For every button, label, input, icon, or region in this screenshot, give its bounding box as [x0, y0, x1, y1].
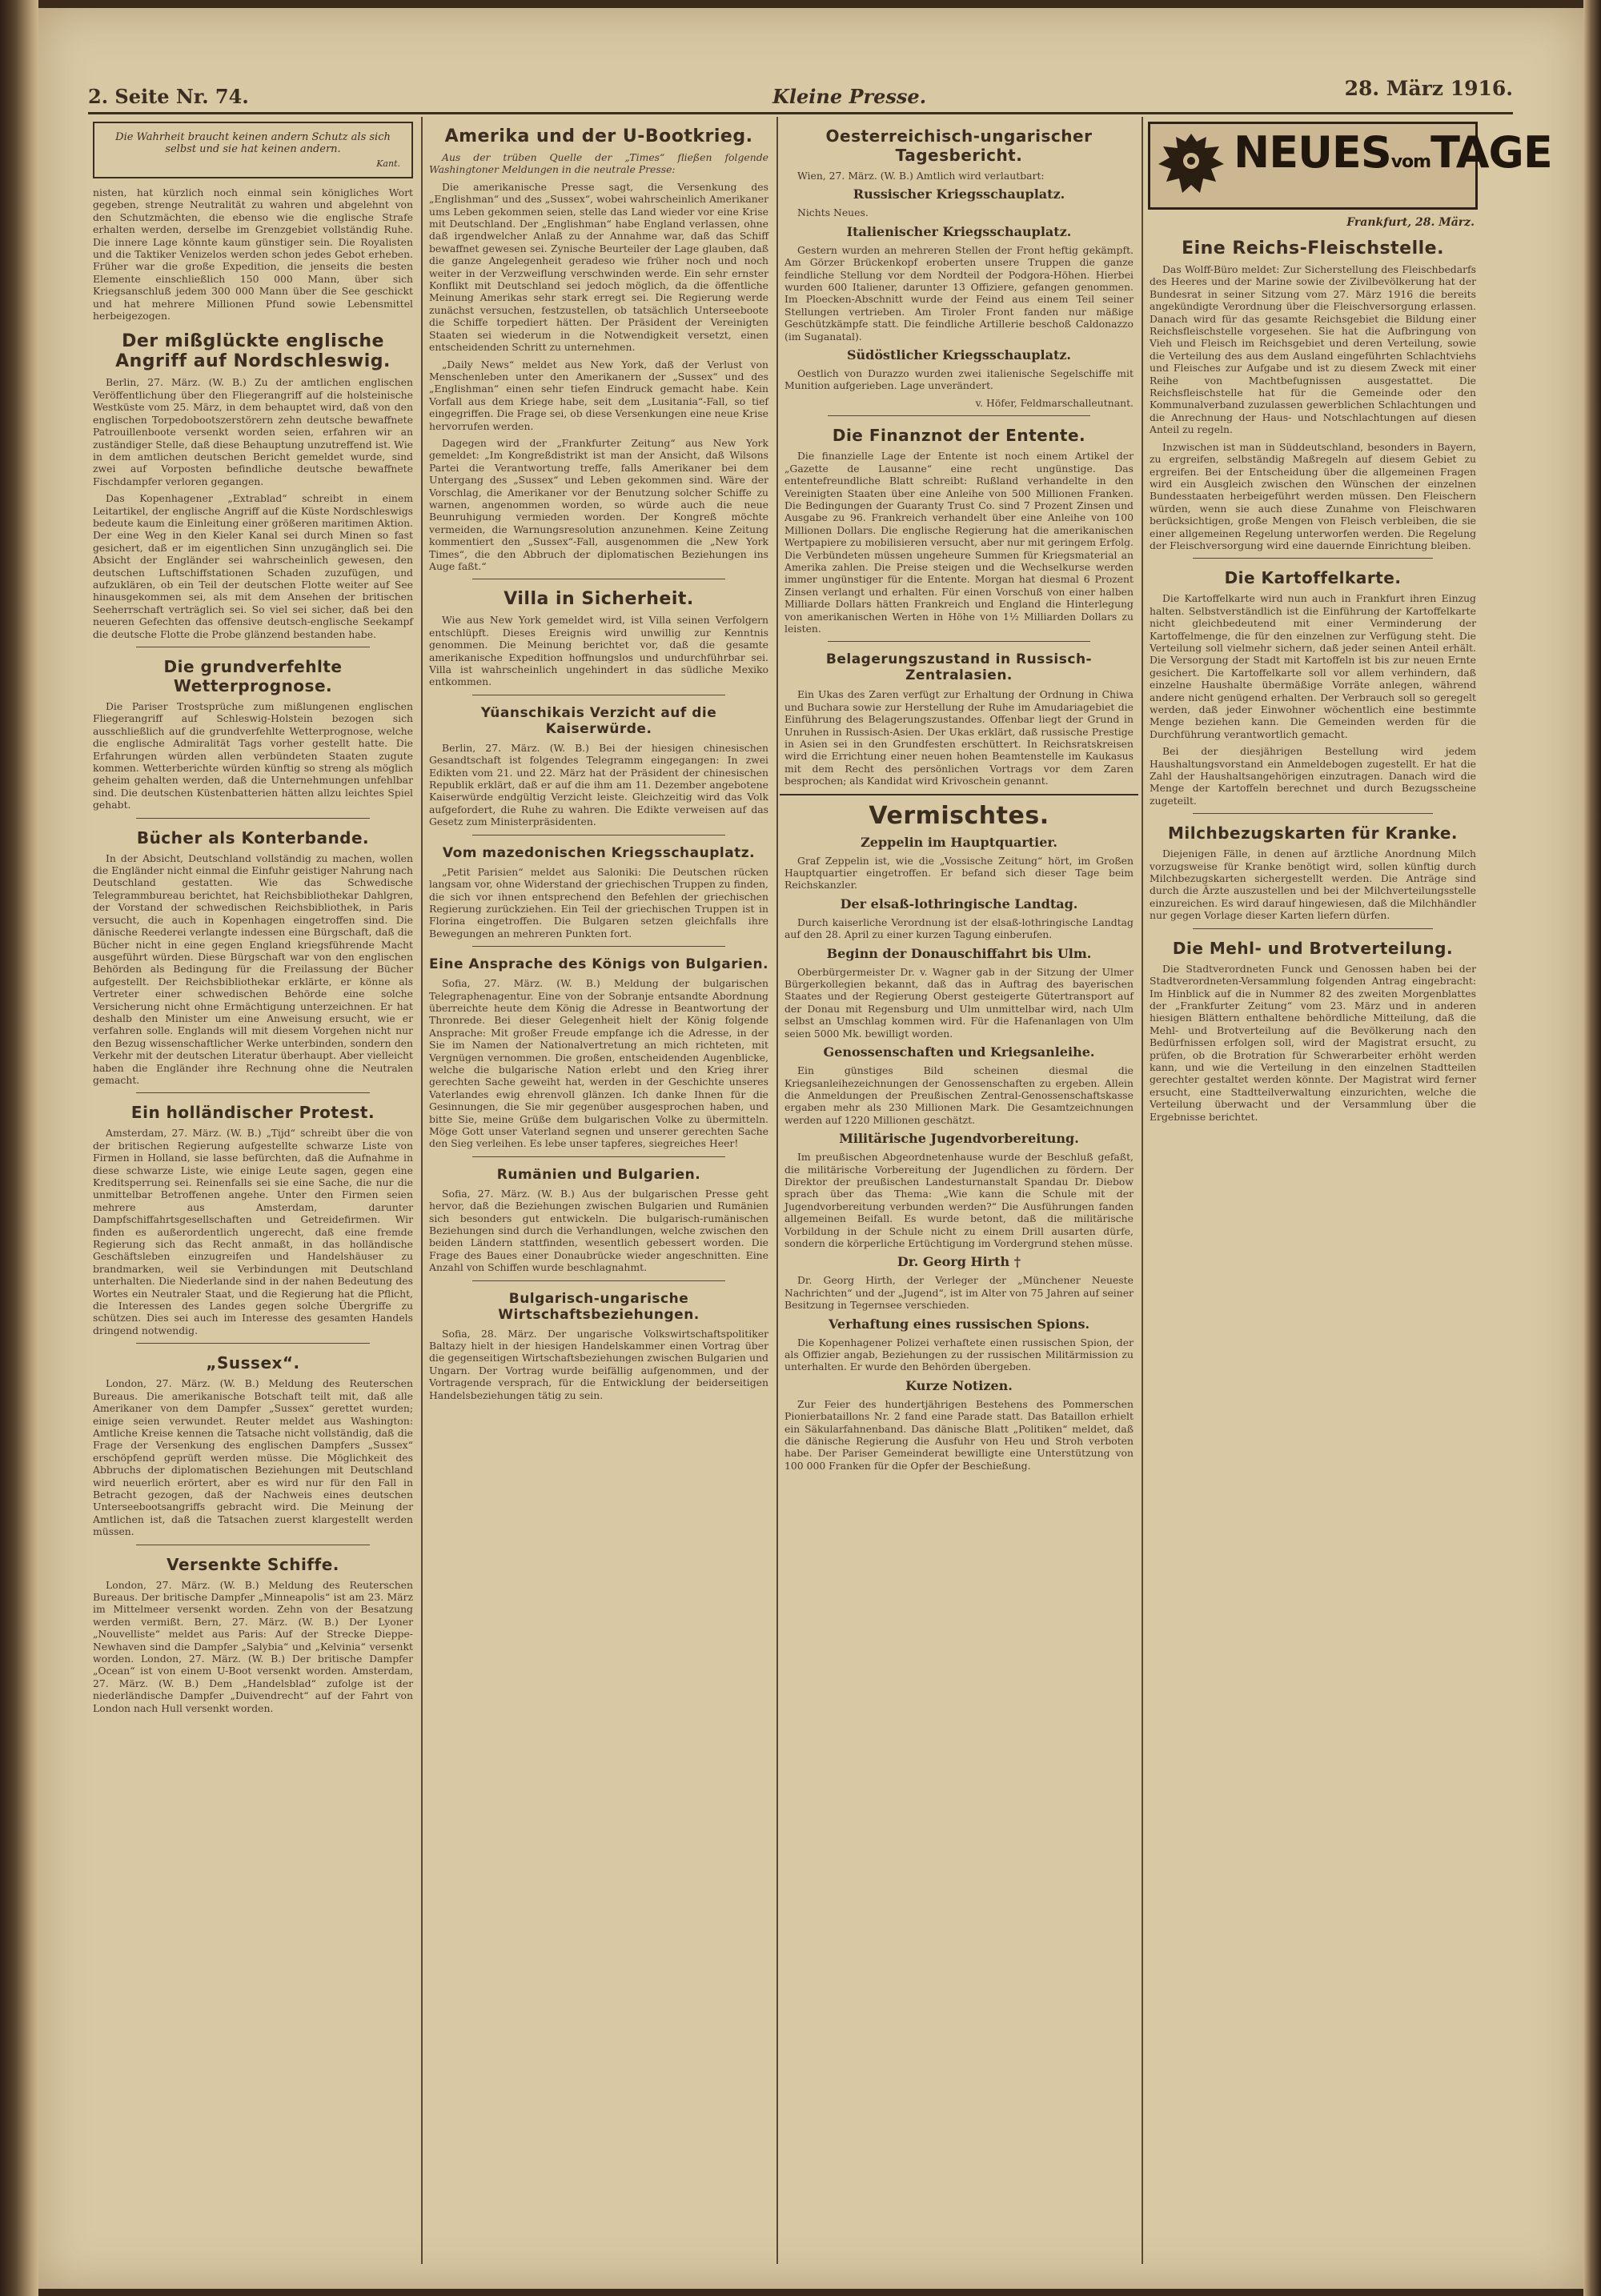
- article-headline: Bücher als Konterbande.: [136, 827, 370, 847]
- article-subheadline: Italienischer Kriegsschauplatz.: [846, 223, 1072, 239]
- article-headline: Eine Ansprache des Königs von Bulgarien.: [428, 956, 769, 973]
- article-headline: Die Kartoffelkarte.: [1224, 568, 1402, 588]
- article-headline: Eine Reichs-Fleischstelle.: [1182, 238, 1444, 258]
- article-text: Wien, 27. März. (W. B.) Amtlich wird verlautbart:: [797, 170, 1045, 182]
- article-headline: Milchbezugskarten für Kranke.: [1168, 823, 1458, 843]
- article-text: Diejenigen Fälle, in denen auf ärztliche Anordnung Milch vorzugsweise für Kranke benötigt wird, sollen künftig durch Milchbezugskarten sichergestellt werden. Die Anträge sind durch die Ärzte auszustellen und bei der Milchverteilungsstelle einzureichen. Es wird darauf hingewiesen, daß die Milchhändler nur gegen Vorlage dieser Karten liefern dürfen.: [1150, 847, 1476, 922]
- column-4: [1145, 117, 1552, 2264]
- section-separator: [780, 794, 1138, 795]
- article-text: Dagegen wird der „Frankfurter Zeitung“ aus New York gemeldet: „Im Kongreßdistrikt ist man der Ansicht, daß Wilsons Partei die Verantwortung treffe, falls Amerikaner bei dem Untergang des „Sussex“ und Leben gekommen sind. Wäre der Vorschlag, die Amerikaner vor der Benutzung solcher Schiffe zu warnen, angenommen worden, so würde auch die neue Beunruhigung vermieden worden. Der Kongreß möchte vermeiden, die Warnungsresolution anzunehmen. Keine Zeitung kommentiert den „Sussex“-Fall, ausgenommen die „New York Times“, die den Abbruch der diplomatischen Beziehungen ins Auge faßt.“: [429, 436, 768, 572]
- article-subheadline: Südöstlicher Kriegsschauplatz.: [846, 347, 1071, 363]
- header-page-number: 2. Seite Nr. 74.: [88, 85, 249, 108]
- article-headline: Belagerungszustand in Russisch-Zentralasien.: [825, 651, 1093, 684]
- article-subheadline: Dr. Georg Hirth †: [897, 1254, 1021, 1270]
- article-text: Nichts Neues.: [797, 206, 869, 219]
- article-text: London, 27. März. (W. B.) Meldung des Reuterschen Bureaus. Der britische Dampfer „Minneapolis“ ist am 23. März im Mittelmeer versenkt worden. Zehn von der Besatzung werden vermißt. Bern, 27. März. (W. B.) Der Lyoner „Nouvelliste“ meldet aus Paris: Auf der Strecke Dieppe-Newhaven sind die Dampfer „Salybia“ und „Kelvinia“ versenkt worden. London, 27. März. (W. B.) Der britische Dampfer „Ocean“ ist von einem U-Boot versenkt worden. Amsterdam, 27. März. (W. B.) Dem „Handelsblad“ zufolge ist der niederländische Dampfer „Duivendrecht“ auf der Fahrt von London nach Hull versenkt worden.: [93, 1578, 413, 1714]
- article-text: Die Pariser Trostsprüche zum mißlungenen englischen Fliegerangriff auf Schleswig-Holstein bezogen sich ausschließlich auf die grundverfehlte Wetterprognose, welche die englische Admiralität Tags vorher gestellt hatte. Die Erfahrungen würden allen verbündeten Staaten zugute kommen. Wetterberichte würden künftig so streng als möglich geheim gehalten werden, daß die Unternehmungen unfehlbar sind. Die deutschen Küstenbatterien hätten allzu leichtes Spiel gehabt.: [93, 700, 413, 811]
- article-headline: Die Mehl- und Brotverteilung.: [1172, 938, 1454, 958]
- header-paper-name: Kleine Presse.: [772, 85, 927, 108]
- article-subheadline: Russischer Kriegsschauplatz.: [853, 186, 1065, 202]
- article-signature: v. Höfer, Feldmarschalleutnant.: [975, 396, 1134, 409]
- article-text: Oberbürgermeister Dr. v. Wagner gab in der Sitzung der Ulmer Bürgerkollegien bekannt, daß das in Auftrag des bayerischen Staates und der Regierung Oberst gesteigerte Gütertransport auf der Donau mit Regensburg und Ulm unmittelbar wird, nach Ulm selbst an Umschlag kommen wird. Für die Hafenanlagen von Ulm seien 5000 Mk. bewilligt worden.: [784, 965, 1134, 1040]
- column-divider: [1142, 117, 1143, 2264]
- article-headline: Ein holländischer Protest.: [130, 1103, 375, 1123]
- book-right-edge: [1583, 0, 1601, 2296]
- article-text: Sofia, 27. März. (W. B.) Aus der bulgarischen Presse geht hervor, daß die Beziehungen zwischen Bulgarien und Rumänien sich besonders gut entwickeln. Die bulgarisch-rumänischen Beziehungen sind durch die Verhandlungen, welche zwischen den beiden Ländern stattfinden, wesentlich gebessert worden. Die Frage des Baues einer Donaubrücke wieder angeschnitten. Eine Anzahl von Schiffen wurde beschlagnahmt.: [429, 1187, 768, 1274]
- article-separator: [1193, 813, 1433, 814]
- article-text: Zur Feier des hundertjährigen Bestehens des Pommerschen Pionierbataillons Nr. 2 fand eine Parade statt. Das Bataillon erhielt ein Säkularfahnenband. Das dänische Blatt „Politiken“ meldet, daß die dänische Regierung die Ausfuhr von Heu und Stroh verboten habe. Der Pariser Gemeinderat bewilligte eine Unterstützung von 100 000 Franken für die Opfer der Beschießung.: [784, 1397, 1134, 1472]
- article-headline: Amerika und der U-Bootkrieg.: [444, 126, 753, 146]
- article-separator: [136, 818, 370, 819]
- article-separator: [1193, 928, 1433, 929]
- article-text: Dr. Georg Hirth, der Verleger der „Münchener Neueste Nachrichten“ und der „Jugend“, ist im Alter von 75 Jahren auf seiner Besitzung in Tegernsee verschieden.: [784, 1274, 1134, 1312]
- article-subheadline: Militärische Jugendvorbereitung.: [839, 1131, 1079, 1147]
- article-separator: [1193, 558, 1433, 559]
- article-headline: Der mißglückte englische Angriff auf Nordschleswig.: [115, 331, 391, 372]
- article-subheadline: Kurze Notizen.: [905, 1377, 1013, 1393]
- article-separator: [472, 1280, 725, 1281]
- eagle-emblem-icon: [1157, 129, 1226, 201]
- section-headline: Vermischtes.: [869, 801, 1049, 830]
- article-headline: Die grundverfehlte Wetterprognose.: [163, 657, 343, 695]
- article-headline: Die Finanznot der Entente.: [832, 426, 1086, 446]
- article-text: Wie aus New York gemeldet wird, ist Villa seinen Verfolgern entschlüpft. Dieses Ereignis wird unwillig zur Kenntnis genommen. Die Meinung berichtet vor, daß die gesamte amerikanische Expedition hoffnungslos und undurchführbar sei. Villa ist wahrscheinlich ungehindert in das südliche Mexiko entkommen.: [429, 614, 768, 688]
- article-text: In der Absicht, Deutschland vollständig zu machen, wollen die Engländer nicht einmal die Einfuhr geistiger Nahrung nach Deutschland gestatten. Wie das Schwedische Telegrammbureau berichtet, hat Reichsbibliothekar Dahlgren, der Vorstand der schwedischen Reichsbibliothek, in Paris versucht, die auch in Kopenhagen eingetroffen sind. Die dänische Reederei verlangte indessen eine Bürgschaft, daß die Bücher nicht in eine gegen England kriegsführende Macht ausgeführt würden. Diese Bürgschaft war von den englischen Behörden als Bedingung für die Freilassung der Bücher aufgestellt. Der Reichsbibliothekar erklärte, er könne als Vertreter einer schwedischen Behörde eine solche Versicherung nicht ohne Ermächtigung unterzeichnen. Er hat deshalb den Minister um eine Anweisung ersucht, wie er verfahren solle. Englands will mit diesem Vorgehen nicht nur den Bezug wissenschaftlicher Werke unterbinden, sondern den Verkehr mit der deutschen Literatur überhaupt. Aber vielleicht haben die Engländer ihre Rechnung ohne die Neutralen gemacht.: [93, 851, 413, 1086]
- article-subheadline: Der elsaß-lothringische Landtag.: [840, 896, 1078, 912]
- article-subheadline: Verhaftung eines russischen Spions.: [828, 1316, 1090, 1332]
- article-text: „Daily News“ meldet aus New York, daß der Verlust von Menschenleben unter den Amerikanern der „Sussex“ und des „Englishman“ einen sehr tiefen Eindruck gemacht habe. Kein Vorfall aus dem Kriege habe, seit dem „Lusitania“-Fall, so tief eingegriffen. Die Frage sei, ob diese Versenkungen eine neue Krise hervorrufen werden.: [429, 358, 768, 432]
- column-2: [424, 117, 773, 2264]
- article-text: Sofia, 28. März. Der ungarische Volkswirtschaftspolitiker Baltazy hielt in der hiesigen Handelskammer einen Vortrag über die gegenseitigen Wirtschaftsbeziehungen zwischen Bulgarien und Ungarn. Der Vortrag wurde beifällig aufgenommen, und der Vortragende versprach, für die Entwicklung der beiderseitigen Handelsbeziehungen tätig zu sein.: [429, 1327, 768, 1401]
- article-text: nisten, hat kürzlich noch einmal sein königliches Wort gegeben, strenge Neutralität zu wahren und abgelehnt von den Schutzmächten, die ebenso wie die englische Strafe erhalten werden, derselbe im Grenzgebiet vollständig Ruhe. Die innere Lage könnte kaum günstiger sein. Die Royalisten und die Taktiker Venizelos werden schon jedes Gebot erheben. Früher war die große Expedition, die jenseits die besten Elemente einschließlich 150 000 Mann, über sich Kriegsanschluß jedem 300 000 Mann über die See geschickt und hat mehrere Millionen Pfund sowie Lebensmittel herbeigezogen.: [93, 186, 413, 323]
- header-date: 28. März 1916.: [1344, 77, 1513, 100]
- page-header: [88, 77, 1513, 112]
- article-text: Durch kaiserliche Verordnung ist der elsaß-lothringische Landtag auf den 28. April zu einer kurzen Tagung einberufen.: [784, 916, 1134, 941]
- article-separator: [472, 1156, 725, 1157]
- article-text: Die Kartoffelkarte wird nun auch in Frankfurt ihren Einzug halten. Selbstverständlich ist die Einführung der Kartoffelkarte nicht gleichbedeutend mit einer Verminderung der Kartoffelmenge, die für den einzelnen zur Verfügung steht. Die Verteilung soll vielmehr sichern, daß jeder seinen Anteil erhält. Die Versorgung der Stadt mit Kartoffeln ist bis zur neuen Ernte gesichert. Die Kartoffelkarte soll vor allem verhindern, daß einzelne Haushalte übermäßige Vorräte anlegen, während andere nicht genügend erhalten. Der Verbrauch soll so geregelt werden, daß jeder Einwohner wöchentlich eine bestimmte Menge beziehen kann. Die Gemeinden werden für die Durchführung verantwortlich gemacht.: [1150, 592, 1476, 740]
- article-subheadline: Beginn der Donauschiffahrt bis Ulm.: [826, 945, 1092, 961]
- article-text: Die Stadtverordneten Funck und Genossen haben bei der Stadtverordneten-Versammlung folgenden Antrag eingebracht: Im Hinblick auf die in Nummer 82 des zweiten Morgenblattes der „Frankfurter Zeitung“ vom 23. März und in anderen hiesigen Blättern enthaltene behördliche Mitteilung, daß die Mehl- und Brotverteilung auf die Bevölkerung nach den Bedürfnissen erfolgen soll, wird der Magistrat ersucht, zu prüfen, ob die Brotration für Schwerarbeiter erhöht werden kann, und wie die Verteilung in den einzelnen Stadtteilen gerechter gestaltet werden könnte. Der Magistrat wird ferner ersucht, eine Stadtteilverwaltung einzurichten, welche die Verteilung überwacht und der Versammlung über die Ergebnisse berichtet.: [1150, 962, 1476, 1123]
- article-text: Ein günstiges Bild scheinen diesmal die Kriegsanleihezeichnungen der Genossenschaften zu ergeben. Allein die Anmeldungen der Preußischen Zentral-Genossenschaftskasse ergaben mehr als 230 Millionen Mark. Die Gesamtzeichnungen werden auf 1220 Millionen geschätzt.: [784, 1064, 1134, 1126]
- masthead-word-vom: vom: [1390, 152, 1431, 172]
- header-rule: [88, 112, 1513, 114]
- article-headline: Vom mazedonischen Kriegsschauplatz.: [442, 844, 756, 861]
- dateline: Frankfurt, 28. März.: [1346, 216, 1475, 229]
- article-headline: Bulgarisch-ungarische Wirtschaftsbeziehungen.: [498, 1290, 700, 1323]
- article-text: Inzwischen ist man in Süddeutschland, besonders in Bayern, zu ergreifen, selbständig Maßregeln auf diesem Gebiet zu ergreifen. Bei der Entscheidung über die allgemeinen Fragen wird ein Ausgleich zwischen den Wünschen der einzelnen Bundesstaaten herbeigeführt werden müssen. Den Fleischern würden, wenn sie auch diese Zunahme von Fleischwaren berücksichtigen, große Mengen von Fleisch verbleiben, die sie einer allgemeinen Regelung unterworfen werden. Die Regelung der Fleischversorgung wird eine dauernde Einrichtung bleiben.: [1150, 440, 1476, 551]
- article-text: Amsterdam, 27. März. (W. B.) „Tijd“ schreibt über die von der britischen Regierung aufgestellte schwarze Liste von Firmen in Holland, sie lasse befürchten, daß die Aufnahme in diese schwarze Liste, wie einige Leute sagen, gegen eine Kreditsperrung sei. Reinenfalls sei sie eine Sache, die nur die unmittelbar Betroffenen angehe. Unter den Firmen seien mehrere aus Amsterdam, darunter Dampfschiffahrtsgesellschaften und Getreidefirmen. Wir finden es außerordentlich ungerecht, daß eine fremde Regierung sich das Recht anmaßt, in das holländische Geschäftsleben einzugreifen und Handelshäuser zu brandmarken, weil sie Verbindungen mit Deutschland unterhalten. Die Niederlande sind in der nahen Bedeutung des Wortes ein Neutraler Staat, und die Regierung hat die Pflicht, die Interessen des Landes gegen solche Übergriffe zu schützen. Dies sei auch im Interesse des gesamten Handels dringend notwendig.: [93, 1127, 413, 1336]
- article-intro: Aus der trüben Quelle der „Times“ fließen folgende Washingtoner Meldungen in die neutrale Presse:: [429, 151, 768, 176]
- article-text: Das Wolff-Büro meldet: Zur Sicherstellung des Fleischbedarfs des Heeres und der Marine sowie der Zivilbevölkerung hat der Bundesrat in seiner Sitzung vom 27. März 1916 die bereits angekündigte Verordnung über die Fleischversorgung erlassen. Danach wird für das gesamte Reichsgebiet die Bildung einer Reichsfleischstelle vorgesehen. Sie hat die Aufbringung von Vieh und Fleisch im Reichsgebiet und deren Verteilung, sowie die Verteilung des aus dem Ausland eingeführten Schlachtviehs und Fleisches zur Aufgabe und ist zu diesem Zweck mit einer Reihe von Machtbefugnissen ausgestattet. Die Reichsfleischstelle hat für die Gemeinde oder den Kommunalverband zuzulassen gewerblichen Schlachtungen und die Anrechnung der Haus- und Notschlachtungen auf diesen Anteil zu regeln.: [1150, 263, 1476, 436]
- article-separator: [472, 946, 725, 947]
- article-subheadline: Zeppelin im Hauptquartier.: [861, 834, 1057, 850]
- article-headline: Yüanschikais Verzicht auf die Kaiserwürde.: [480, 704, 717, 737]
- column-1: [88, 117, 418, 2264]
- motto-signature: Kant.: [376, 158, 400, 169]
- motto-box: [93, 122, 413, 178]
- column-3: [780, 117, 1138, 2264]
- masthead-word-neues: NEUES: [1234, 127, 1391, 178]
- article-headline: Versenkte Schiffe.: [167, 1554, 339, 1574]
- article-headline: Oesterreichisch-ungarischer Tagesbericht.: [825, 126, 1093, 165]
- article-text: Berlin, 27. März. (W. B.) Zu der amtlichen englischen Veröffentlichung über den Fliegerangriff auf die holsteinische Westküste vom 25. März, in dem behauptet wird, daß von den englischen Torpedobootszerstörern zehn deutsche bewaffnete Patrouillenboote versenkt worden seien, erfahren wir an zuständiger Stelle, daß diese Behauptung unzutreffend ist. Wie in dem amtlichen deutschen Bericht gemeldet wurde, sind zwei auf Vorposten befindliche deutsche bewaffnete Fischdampfer verloren gegangen.: [93, 376, 413, 487]
- article-text: Die finanzielle Lage der Entente ist noch einem Artikel der „Gazette de Lausanne“ eine recht ungünstige. Das ententefreundliche Blatt schreibt: Rußland verhandelte in den Vereinigten Staaten über eine Anleihe von 500 Millionen Franken. Die Bedingungen der Guaranty Trust Co. sind 7 Prozent Zinsen und Ausgabe zu 96. Frankreich verhandelt über eine Anleihe von 100 Millionen Dollars. Die englische Regierung hat die amerikanischen Wertpapiere zu mobilisieren versucht, aber nur mit geringem Erfolg. Die Verbündeten müssen ungeheure Summen für Kriegsmaterial an Amerika zahlen. Die Preise steigen und die Wechselkurse werden immer ungünstiger für die Entente. Morgan hat diesmal 6 Prozent Zinsen verlangt und erhalten. Für einen Vorschuß von einer halben Milliarde Dollars hätten Frankreich und England die Hinterlegung von amerikanischen Werten in Höhe von 1½ Milliarden Dollars zu leisten.: [784, 450, 1134, 635]
- article-headline: Villa in Sicherheit.: [504, 589, 694, 610]
- article-headline: Rumänien und Bulgarien.: [496, 1166, 701, 1183]
- article-subheadline: Genossenschaften und Kriegsanleihe.: [823, 1044, 1095, 1060]
- article-text: „Petit Parisien“ meldet aus Saloniki: Die Deutschen rücken langsam vor, ohne Widerstand der griechischen Truppen zu finden, die sich vor ihnen entsprechend den Befehlen der griechischen Regierung zurückziehen. Ein Teil der griechischen Truppen ist in Florina eingetroffen. Die Bulgaren setzen gleichfalls ihre Bewegungen an mehreren Punkten fort.: [429, 865, 768, 940]
- article-text: Gestern wurden an mehreren Stellen der Front heftig gekämpft. Am Görzer Brückenkopf eroberten unsere Truppen die ganze feindliche Stellung vor dem Nordteil der Podgora-Höhen. Hierbei wurden 600 Italiener, darunter 13 Offiziere, gefangen genommen. Im Ploecken-Abschnitt wurde der Feind aus einem Teil seiner Stellungen vertrieben. Am Tiroler Front fanden nur mäßige Geschützkämpfe statt. Die feindliche Artillerie beschoß Caldonazzo (im Suganatal).: [784, 243, 1134, 343]
- article-separator: [136, 1343, 370, 1344]
- article-separator: [136, 1092, 370, 1093]
- article-separator: [828, 415, 1090, 416]
- section-masthead: [1148, 122, 1552, 210]
- article-text: Ein Ukas des Zaren verfügt zur Erhaltung der Ordnung in Chiwa und Buchara sowie zur Herstellung der Ruhe im Amudariagebiet die Einführung des Belagerungszustandes. Offenbar liegt der Grund in Unruhen in Russisch-Asien. Der Ukas erklärt, daß russische Prestige in Asien sei in den Grundfesten erschüttert. In Reichsratskreisen wird die Errichtung einer neuen hohen Beamtenstelle im Kaukasus mit dem Recht des persönlichen Vortrags vor dem Zaren besprochen; als Kandidat wird Krivoschein genannt.: [784, 688, 1134, 787]
- article-text: Oestlich von Durazzo wurden zwei italienische Segelschiffe mit Munition aufgerieben. Lage unverändert.: [784, 367, 1134, 392]
- masthead-word-tage: TAGE: [1430, 127, 1552, 178]
- column-divider: [421, 117, 423, 2264]
- article-text: Die amerikanische Presse sagt, die Versenkung des „Englishman“ und des „Sussex“, wobei wahrscheinlich Amerikaner ums Leben gekommen seien, stelle das Land wieder vor eine Krise mit Deutschland. Der „Englishman“ habe England verlassen, ohne daß irgendwelcher Anlaß zu der Annahme war, daß das Schiff bewaffnet gewesen sei. Zynische Beurteiler der Lage glauben, daß die ganze Angelegenheit geradeso wie früher noch und noch weiter in der Verzweiflung verschwinden werde. Ein sehr ernster Konflikt mit Deutschland sei jedoch möglich, da die öffentliche Meinung Amerikas sehr stark erregt sei. Die Regierung werde zunächst versuchen, festzustellen, ob tatsächlich Unterseeboote die Schiffe torpediert hätten. Der Präsident der Vereinigten Staaten sei wiederum in die Notwendigkeit versetzt, einen entscheidenden Schritt zu unternehmen.: [429, 180, 768, 354]
- article-text: Im preußischen Abgeordnetenhause wurde der Beschluß gefaßt, die militärische Vorbereitung der Jugendlichen zu fördern. Der Direktor der preußischen Landesturnanstalt Spandau Dr. Diebow sprach über das Thema: „Wie kann die Schule mit der Jugendvorbereitung verbunden werden?“ Die Ausführungen fanden allgemeinen Beifall. Es wurde betont, daß die militärische Vorbildung in der Schule nicht zu einem Drill ausarten dürfe, sondern die körperliche Ertüchtigung im Vordergrund stehen müsse.: [784, 1151, 1134, 1249]
- article-text: Graf Zeppelin ist, wie die „Vossische Zeitung“ hört, im Großen Hauptquartier eingetroffen. Er befand sich dieser Tage beim Reichskanzler.: [784, 854, 1134, 892]
- article-text: Berlin, 27. März. (W. B.) Bei der hiesigen chinesischen Gesandtschaft ist folgendes Telegramm eingegangen: In zwei Edikten vom 21. und 22. März hat der Präsident der chinesischen Republik erklärt, daß er auf die ihm am 11. Dezember angebotene Kaiserwürde endgültig Verzicht leiste. Gleichzeitig wird das Volk aufgefordert, die Ruhe zu wahren. Die Edikte verweisen auf das Gesetz zum Ministerpräsidenten.: [429, 741, 768, 828]
- masthead-title: [1234, 129, 1552, 186]
- article-text: Bei der diesjährigen Bestellung wird jedem Haushaltungsvorstand ein Anmeldebogen zugestellt. Er hat die Zahl der Haushaltsangehörigen einzutragen. Danach wird die Menge der Kartoffeln berechnet und durch Bezugsscheine zugeteilt.: [1150, 745, 1476, 807]
- book-binding-edge: [0, 0, 38, 2296]
- article-text: Das Kopenhagener „Extrablad“ schreibt in einem Leitartikel, der englische Angriff auf die Küste Nordschleswigs bedeute kaum die Einleitung einer größeren maritimen Aktion. Der eine Weg in den Kieler Kanal sei durch Minen so fast gesichert, daß er im eigentlichen Sinn unzugänglich sei. Die Absicht der Engländer sei wahrscheinlich gewesen, den deutschen Luftschiffstationen Schaden zuzufügen, und aufzuklären, ob ein Teil der deutschen Flotte weiter auf See hinausgekommen sei, als mit dem Ansehen der britischen Seeherrschaft verträglich sei. So viel sei sicher, daß bei den neueren Gefechten das offensive deutsch-englische Seekampf die deutsche Flotte die Probe glänzend bestanden habe.: [93, 492, 413, 640]
- article-separator: [828, 641, 1090, 642]
- article-headline: „Sussex“.: [206, 1353, 300, 1373]
- article-text: Die Kopenhagener Polizei verhaftete einen russischen Spion, der als Offizier angab, Beziehungen zu der russischen Militärmission zu unterhalten. Er wurde den Behörden übergeben.: [784, 1336, 1134, 1373]
- motto-text: Die Wahrheit braucht keinen andern Schutz als sich selbst und sie hat keinen andern.: [115, 131, 391, 155]
- article-text: Sofia, 27. März. (W. B.) Meldung der bulgarischen Telegraphenagentur. Eine von der Sobranje entsandte Abordnung überreichte heute dem König die Adresse in Beantwortung der Thronrede. Bei dieser Gelegenheit hielt der König folgende Ansprache: Mit großer Freude empfange ich die Adresse, in der Sie im Namen der Nationalvertretung an mich richteten, mit Vergnügen vernommen. Die großen, entscheidenden Augenblicke, welche die bulgarische Nation erlebt und den Krieg ihrer gerechten Sache geweiht hat, werden in der Geschichte unseres Vaterlandes ewig ehrenvoll glänzen. Ich danke Ihnen für die Gesinnungen, die Sie mir gegenüber ausgesprochen haben, und bitte Sie, meine Grüße dem bulgarischen Volke zu übermitteln. Möge Gott unser Vaterland segnen und unserer gerechten Sache den Sieg verleihen. Es lebe unser tapferes, siegreiches Heer!: [429, 977, 768, 1150]
- column-divider: [776, 117, 778, 2264]
- article-text: London, 27. März. (W. B.) Meldung des Reuterschen Bureaus. Die amerikanische Botschaft teilt mit, daß alle Amerikaner von dem Dampfer „Sussex“ gerettet wurden; einige seien verwundet. Reuter meldet aus Washington: Amtliche Kreise kennen die Tatsache nicht vollständig, daß die Frage der Versenkung des englischen Dampfers „Sussex“ erschöpfend geprüft werden müsse. Die Möglichkeit des Abbruchs der diplomatischen Beziehungen mit Deutschland wird neuerlich erörtert, aber es wird nur für den Fall in Betracht gezogen, daß der Nachweis eines deutschen Unterseebootsangriffs gebracht wird. Die Meinung der Amtlichen ist, daß die Tatsachen zuerst klargestellt werden müssen.: [93, 1377, 413, 1538]
